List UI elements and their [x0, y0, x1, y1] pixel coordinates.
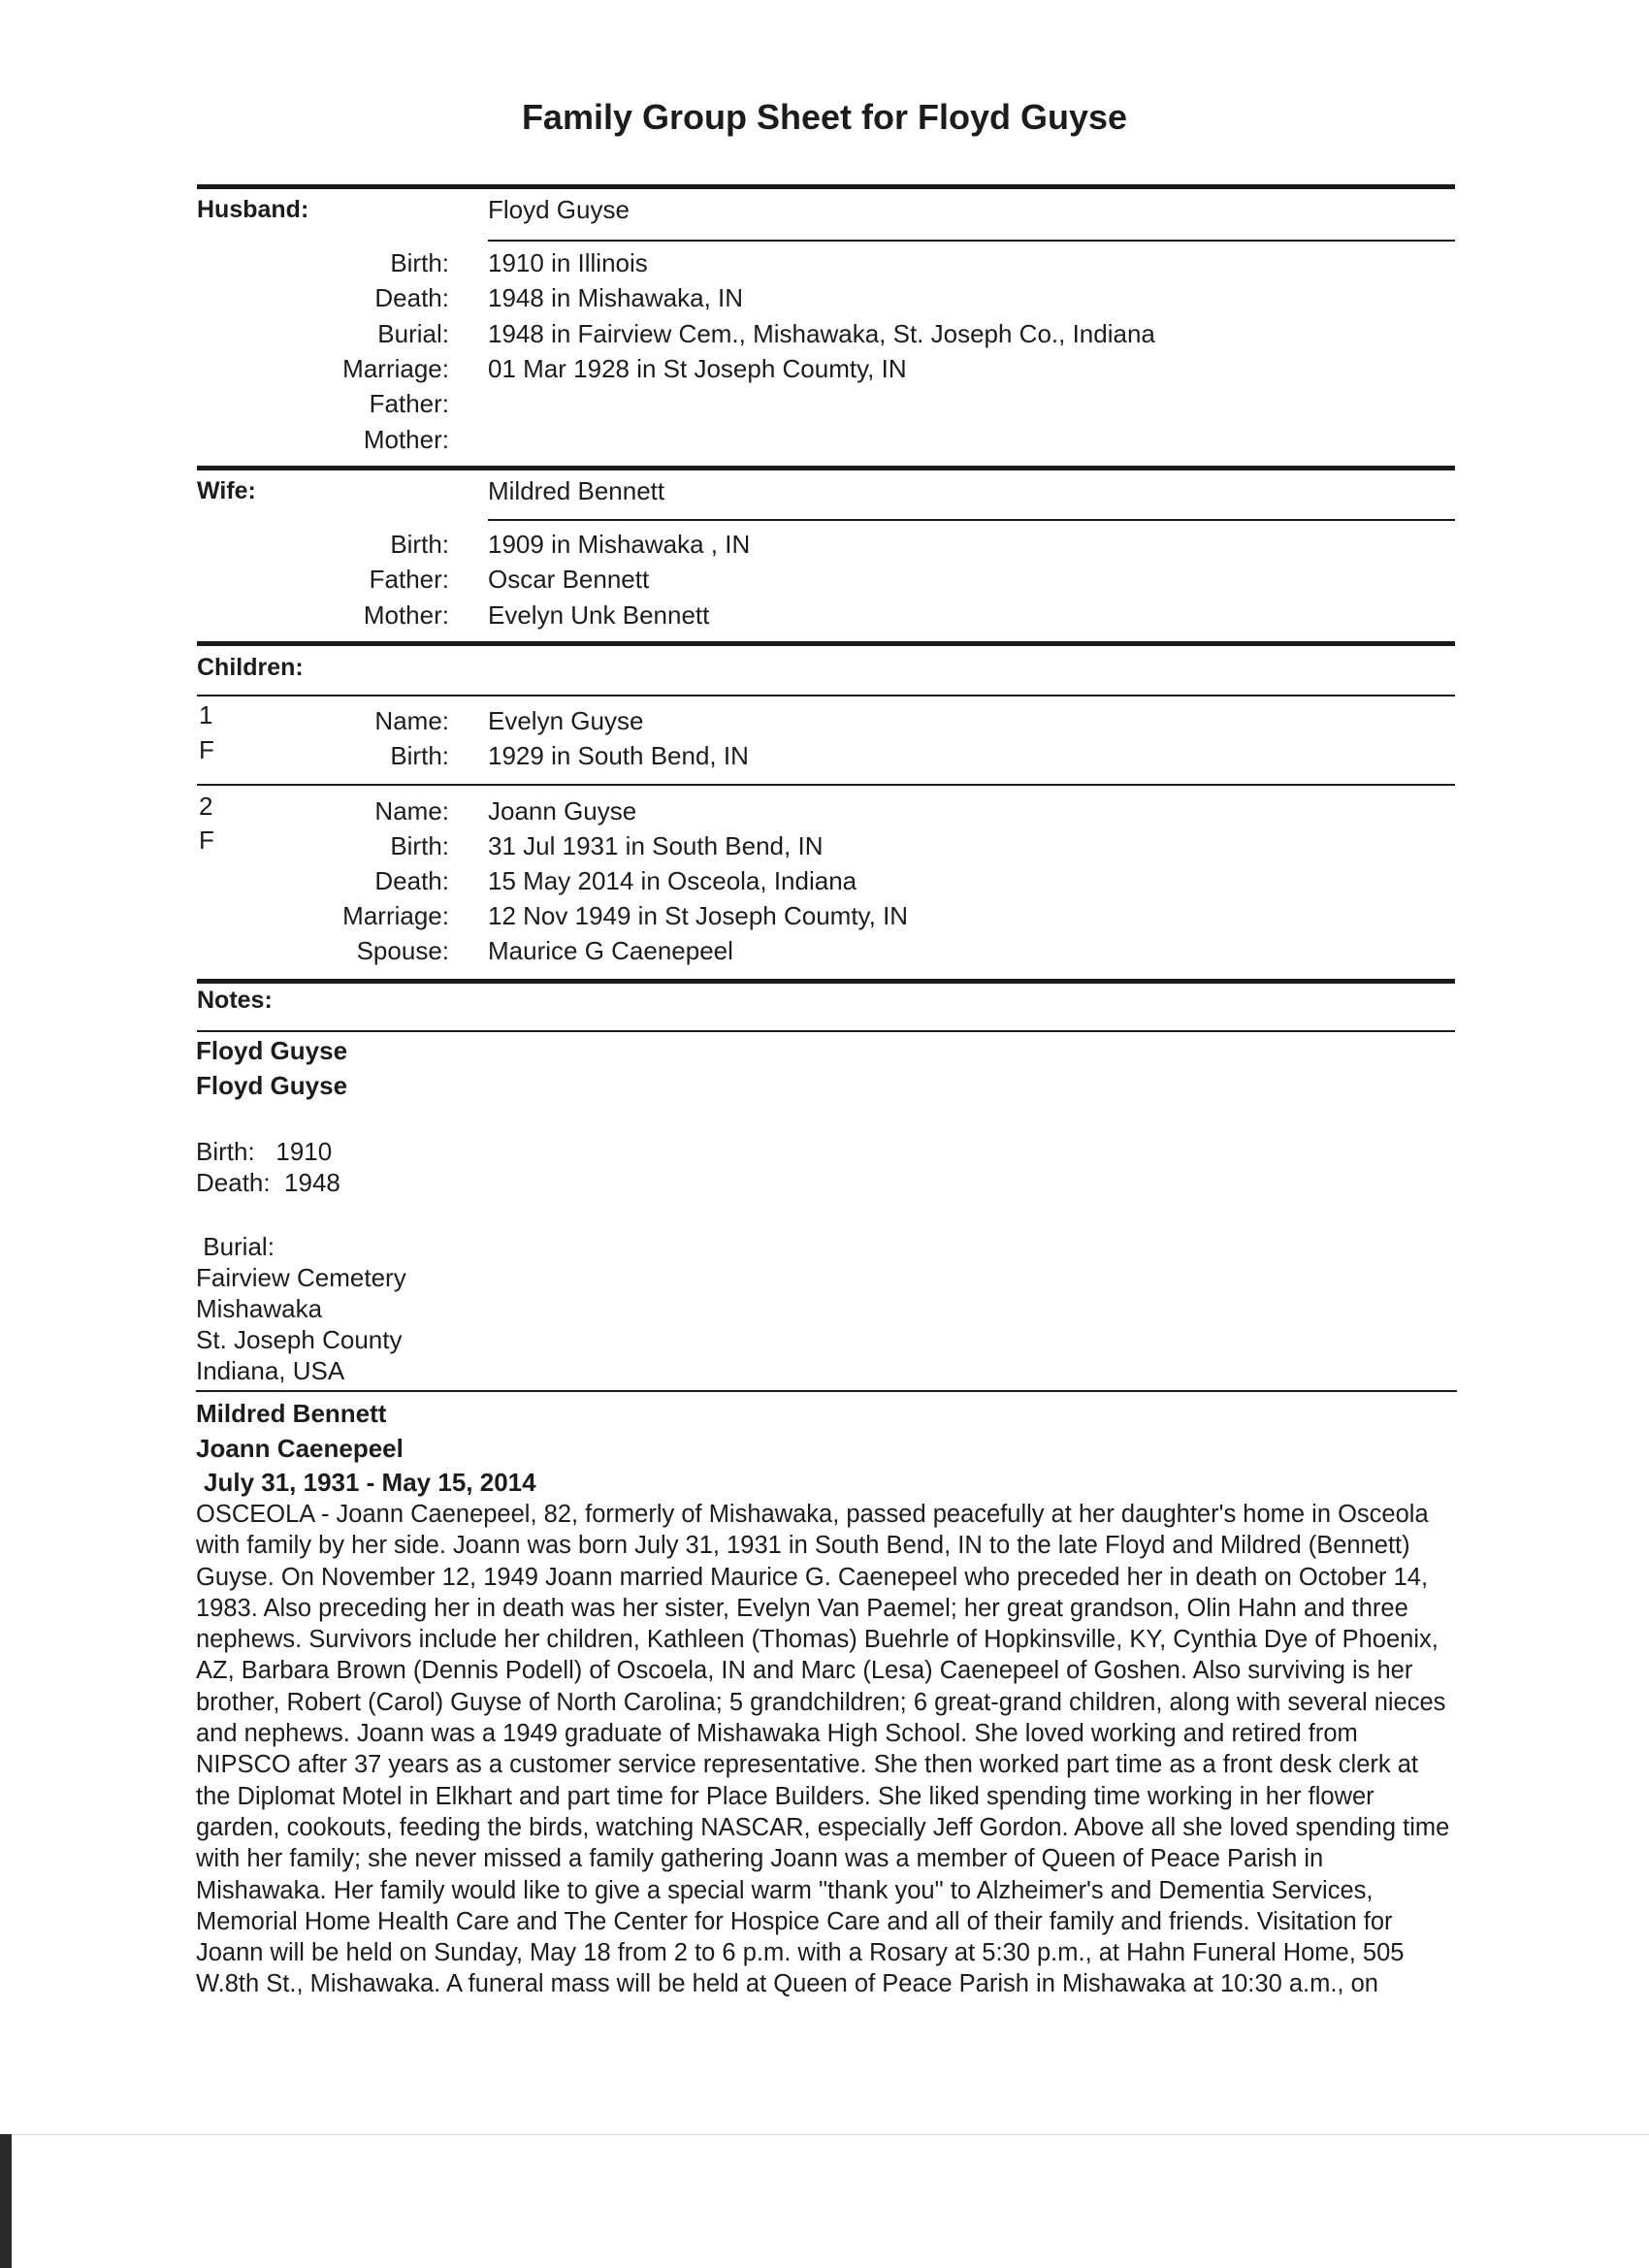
children-label: Children:	[197, 654, 304, 681]
husband-marriage-value: 01 Mar 1928 in St Joseph Coumty, IN	[488, 354, 907, 383]
notes-floyd-burial-line: Indiana, USA	[196, 1356, 345, 1385]
notes-top-rule	[197, 979, 1455, 984]
scan-edge-shadow	[0, 2134, 12, 2268]
page-title: Family Group Sheet for Floyd Guyse	[521, 97, 1128, 137]
child-2-name-label: Name:	[374, 796, 449, 826]
wife-name: Mildred Bennett	[488, 476, 665, 505]
husband-marriage-label: Marriage:	[342, 354, 449, 383]
child-2-sex: F	[199, 826, 214, 855]
notes-floyd-heading-1: Floyd Guyse	[196, 1036, 348, 1065]
wife-name-rule	[488, 519, 1455, 521]
child-2-marriage-value: 12 Nov 1949 in St Joseph Coumty, IN	[488, 901, 909, 930]
child-2-marriage-label: Marriage:	[342, 901, 449, 930]
children-top-rule	[197, 641, 1455, 646]
husband-father-label: Father:	[369, 389, 449, 418]
wife-mother-value: Evelyn Unk Bennett	[488, 600, 710, 630]
child-2-birth-value: 31 Jul 1931 in South Bend, IN	[488, 831, 824, 860]
child-2-death-value: 15 May 2014 in Osceola, Indiana	[488, 866, 857, 895]
child-1-birth-value: 1929 in South Bend, IN	[488, 741, 749, 770]
husband-burial-label: Burial:	[377, 319, 449, 348]
wife-father-value: Oscar Bennett	[488, 565, 650, 594]
husband-death-label: Death:	[374, 283, 449, 312]
child-2-death-label: Death:	[374, 866, 449, 895]
child-2-name-value: Joann Guyse	[488, 796, 637, 826]
notes-spacer	[196, 1198, 1457, 1231]
notes-floyd-birth: Birth: 1910	[196, 1137, 333, 1166]
notes-floyd-heading-2: Floyd Guyse	[196, 1071, 348, 1100]
children-label-rule	[197, 695, 1455, 697]
obituary-text: OSCEOLA - Joann Caenepeel, 82, formerly of Mishawaka, passed peacefully at her daughter's home in Osceola with family by her side. Joann was born July 31, 1931 in South Bend, IN to the late Floyd and Mildred (Bennett) Guyse. On November 12, 1949 Joann married Maurice G. Caenepeel who preceded her in death on October 14, 1983. Also preceding her in death was her sister, Evelyn Van Paemel; her great grandson, Olin Hahn and three nephews. Survivors include her children, Kathleen (Thomas) Buehrle of Hopkinsville, KY, Cynthia Dye of Phoenix, AZ, Barbara Brown (Dennis Podell) of Oscoela, IN and Marc (Lesa) Caenepeel of Goshen. Also surviving is her brother, Robert (Carol) Guyse of North Carolina; 5 grandchildren; 6 great-grand children, along with several nieces and nephews. Joann was a 1949 graduate of Mishawaka High School. She loved working and retired from NIPSCO after 37 years as a customer service representative. She then worked part time as a front desk clerk at the Diplomat Motel in Elkhart and part time for Place Builders. She liked spending time working in her flower garden, cookouts, feeding the birds, watching NASCAR, especially Jeff Gordon. Above all she loved spending time with her family; she never missed a family gathering Joann was a member of Queen of Peace Parish in Mishawaka. Her family would like to give a special warm "thank you" to Alzheimer's and Dementia Services, Memorial Home Health Care and The Center for Hospice Care and all of their family and friends. Visitation for Joann will be held on Sunday, May 18 from 2 to 6 p.m. with a Rosary at 5:30 p.m., at Hahn Funeral Home, 505 W.8th St., Mishawaka. A funeral mass will be held at Queen of Peace Parish in Mishawaka at 10:30 a.m., on	[196, 1501, 1450, 1998]
wife-birth-label: Birth:	[390, 530, 449, 559]
notes-label: Notes:	[197, 987, 273, 1014]
child-1-name-label: Name:	[374, 706, 449, 735]
wife-top-rule	[197, 466, 1455, 470]
wife-father-label: Father:	[369, 565, 449, 594]
husband-mother-label: Mother:	[363, 425, 449, 454]
child-2-number: 2	[199, 792, 213, 821]
husband-label: Husband:	[197, 196, 309, 223]
husband-death-value: 1948 in Mishawaka, IN	[488, 283, 744, 312]
notes-floyd-death: Death: 1948	[196, 1168, 340, 1197]
notes-spacer	[196, 1103, 1457, 1136]
husband-top-rule	[197, 184, 1455, 189]
notes-body	[196, 1033, 1457, 2000]
child-2-top-rule	[197, 784, 1455, 786]
scan-edge-line	[0, 2134, 1649, 2135]
notes-label-rule	[197, 1030, 1455, 1032]
husband-birth-label: Birth:	[390, 248, 449, 277]
notes-joann-heading: Joann Caenepeel	[196, 1434, 404, 1463]
notes-floyd-burial-line: St. Joseph County	[196, 1325, 403, 1354]
notes-divider	[196, 1390, 1457, 1392]
child-2-spouse-label: Spouse:	[356, 936, 449, 965]
child-1-name-value: Evelyn Guyse	[488, 706, 644, 735]
notes-floyd-burial-line: Mishawaka	[196, 1294, 323, 1323]
notes-mildred-heading: Mildred Bennett	[196, 1399, 387, 1428]
child-1-birth-label: Birth:	[390, 741, 449, 770]
husband-name-rule	[488, 240, 1455, 242]
child-2-birth-label: Birth:	[390, 831, 449, 860]
child-1-sex: F	[199, 735, 214, 764]
wife-mother-label: Mother:	[363, 600, 449, 630]
wife-label: Wife:	[197, 477, 256, 504]
notes-floyd-burial-label: Burial:	[196, 1232, 275, 1261]
husband-burial-value: 1948 in Fairview Cem., Mishawaka, St. Joseph Co., Indiana	[488, 319, 1155, 348]
child-2-spouse-value: Maurice G Caenepeel	[488, 936, 733, 965]
husband-name: Floyd Guyse	[488, 195, 630, 224]
wife-birth-value: 1909 in Mishawaka , IN	[488, 530, 751, 559]
child-1-number: 1	[199, 700, 213, 729]
obituary-dates: July 31, 1931 - May 15, 2014	[204, 1468, 536, 1497]
husband-birth-value: 1910 in Illinois	[488, 248, 648, 277]
notes-floyd-burial-line: Fairview Cemetery	[196, 1263, 406, 1292]
